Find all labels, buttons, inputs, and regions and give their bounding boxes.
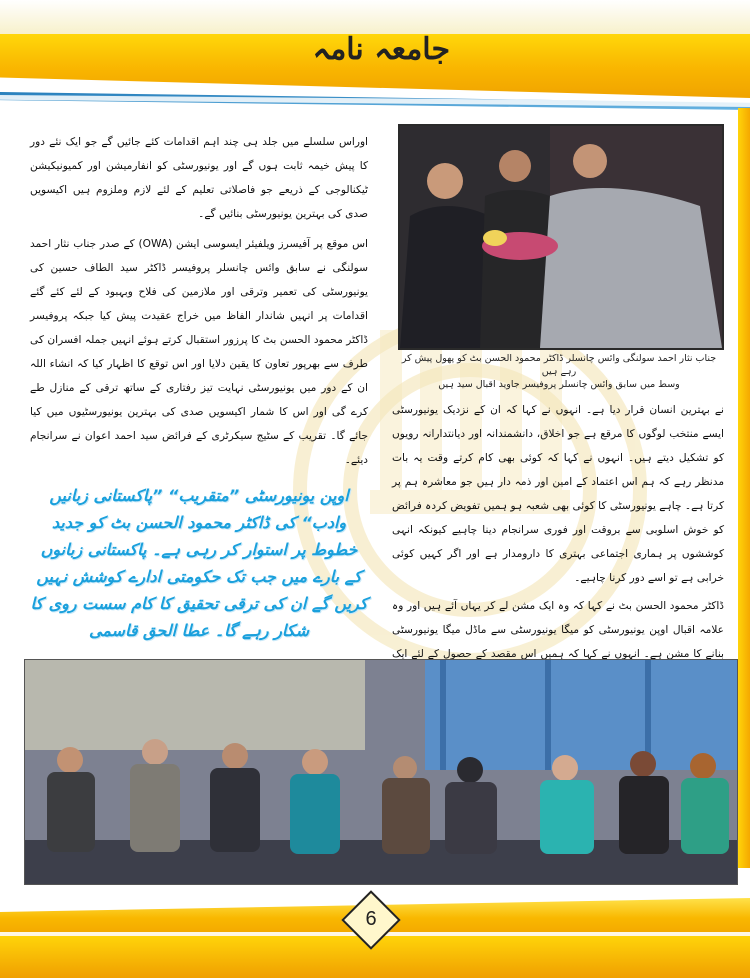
caption-line: وسط میں سابق وائس چانسلر پروفیسر جاوید اقبال سید ہیں bbox=[438, 379, 680, 390]
header-top-band bbox=[0, 0, 750, 36]
right-decorative-rail bbox=[738, 108, 750, 868]
article-paragraph: اس موقع پر آفیسرز ویلفیئر ایسوسی ایشن (OWA) کے صدر جناب نثار احمد سولنگی نے سابق وائس چانسلر پروفیسر ڈاکٹر سید الطاف حسین کی یونیورسٹی کی تعمیر وترقی اور ملازمین کی فلاح وبہبود کے لئے کئے گئے اقدامات پر انہیں شاندار الفاظ میں خراج عقیدت پیش کیا جبکہ پروفیسر ڈاکٹر محمود الحسن بٹ کا پرزور استقبال کرتے ہوئے انہیں جملہ افسران کی طرف سے بھرپور تعاون کا یقین دلایا اور اس توقع کا اظہار کیا کہ انشاء اللہ ان کے دور میں یونیورسٹی نہایت تیز رفتاری کے ساتھ ترقی کے منازل طے کرے گی اور اس کا شمار اکیسویں صدی کی بہترین یونیورسٹیوں میں کیا جائے گا۔ تقریب کے سٹیج سیکرٹری کے فرائض سید احمد اعوان نے سرانجام دیئے۔ bbox=[30, 238, 368, 466]
photo-audience bbox=[24, 659, 738, 885]
article-right-column bbox=[392, 398, 724, 694]
article-paragraph: ڈاکٹر محمود الحسن بٹ نے کہا کہ وہ ایک مشن لے کر یہاں آئے ہیں اور وہ علامہ اقبال اوپن یونیورسٹی کو میگا یونیورسٹی سے ماڈل میگا یونیورسٹی بنانے کا مشن ہے۔ انہوں نے کہا کہ ہمیں اس مقصد کے حصول کے لئے ایک bbox=[392, 600, 724, 660]
article-left-column bbox=[30, 130, 368, 478]
page-title: جامعہ نامہ bbox=[312, 32, 450, 67]
caption-line: جناب نثار احمد سولنگی وائس چانسلر ڈاکٹر محمود الحسن بٹ کو پھول پیش کر رہے ہیں bbox=[401, 353, 717, 377]
article-paragraph: اوراس سلسلے میں جلد ہی چند اہم اقدامات کئے جائیں گے جو ایک نئے دور کا پیش خیمہ ثابت ہوں گے اور یونیورسٹی کو انفارمیشن اور کمیونیکیشن ٹیکنالوجی کے ذریعے جو فاصلاتی تعلیم کے لئے لازم وملزوم ہیں اکیسویں صدی کی بہترین یونیورسٹی بنائیں گے۔ bbox=[30, 136, 368, 220]
highlight-quote: اوپن یونیورسٹی ”متقریب“ ”پاکستانی زبانیں وادب“ کی ڈاکٹر محمود الحسن بٹ کو جدید خطوط پر استوار کر رہی ہے۔ پاکستانی زبانوں کے بارے میں جب تک حکومتی ادارے کوشش نہیں کریں گے ان کی ترقی تحقیق کا کام سست روی کا شکار رہے گا۔ عطا الحق قاسمی bbox=[30, 486, 368, 640]
page-number: 6 bbox=[365, 908, 377, 930]
article-paragraph: نے بہترین انسان قرار دیا ہے۔ انہوں نے کہا کہ ان کے نزدیک یونیورسٹی ایسے منتخب لوگوں کا مرقع ہے جو اخلاق، دانشمندانہ اور دیانتدارانہ رویوں کو تشکیل دیتے ہیں۔ انہوں نے کہا کہ کوئی بھی کام کرتے وقت یہ بات مدنظر رہے کہ ہم اس اعتماد کے امین اور ذمہ دار ہیں جو معاشرہ ہم پر کرتا ہے۔ چاہے یونیورسٹی کا کوئی بھی شعبہ ہو ہمیں تفویض کردہ فرائض کو خوش اسلوبی سے بروقت اور فوری سرانجام دینا چاہیے کیونکہ انہی کوششوں پر ہماری اجتماعی بہتری کا دارومدار ہے اور اگر کہیں کوئی خرابی ہے تو اسے دور کرنا چاہیے۔ bbox=[392, 404, 724, 584]
photo-caption bbox=[398, 352, 720, 391]
photo-flower-presentation bbox=[398, 124, 724, 350]
